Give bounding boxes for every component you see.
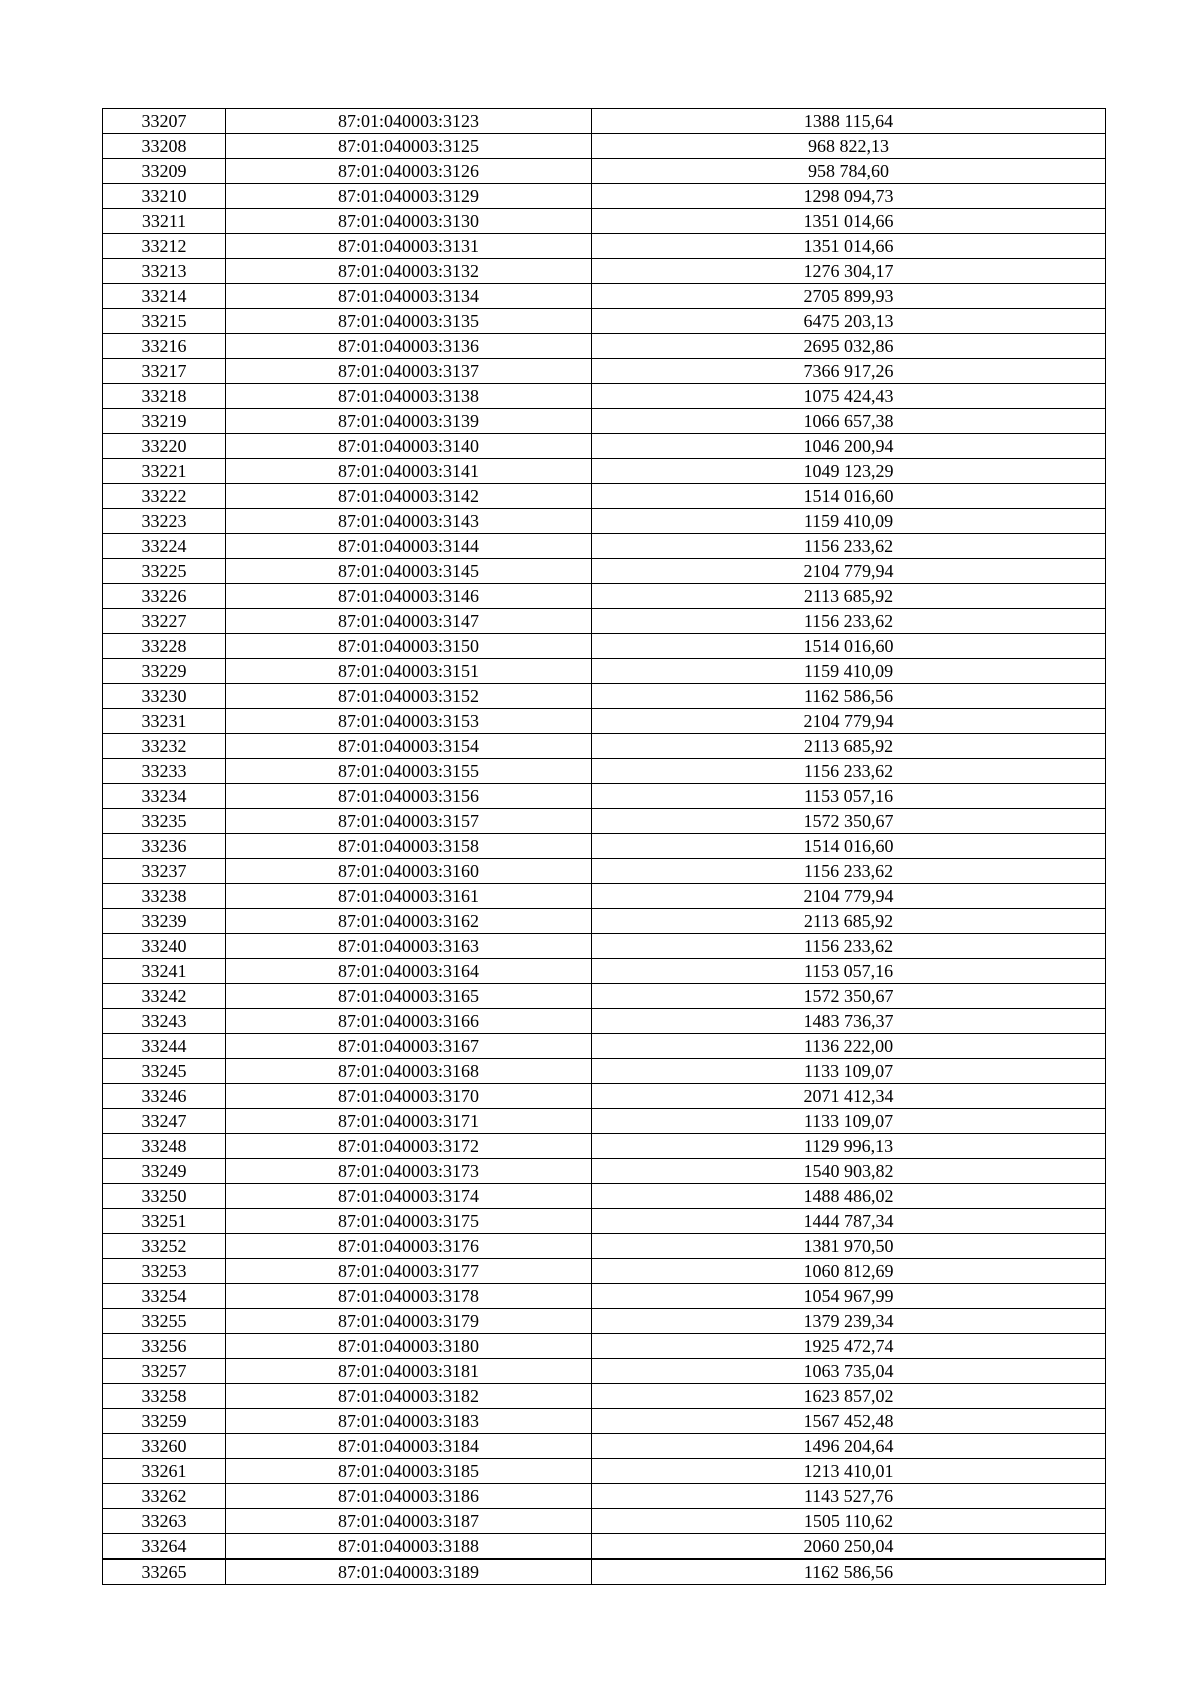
cadastral-number-cell: 87:01:040003:3168 <box>226 1059 592 1084</box>
table-row <box>103 909 1106 934</box>
cadastral-value-cell: 1156 233,62 <box>592 534 1106 559</box>
row-number-cell: 33213 <box>103 259 226 284</box>
cadastral-number-cell: 87:01:040003:3179 <box>226 1309 592 1334</box>
table-row <box>103 259 1106 284</box>
cadastral-number-cell: 87:01:040003:3185 <box>226 1459 592 1484</box>
table-row <box>103 1484 1106 1509</box>
row-number-cell: 33248 <box>103 1134 226 1159</box>
row-number-cell: 33243 <box>103 1009 226 1034</box>
cadastral-number-cell: 87:01:040003:3139 <box>226 409 592 434</box>
cadastral-value-cell: 1159 410,09 <box>592 509 1106 534</box>
table-row <box>103 484 1106 509</box>
table-row <box>103 1409 1106 1434</box>
row-number-cell: 33231 <box>103 709 226 734</box>
row-number-cell: 33207 <box>103 109 226 134</box>
cadastral-value-cell: 1153 057,16 <box>592 959 1106 984</box>
cadastral-value-cell: 1351 014,66 <box>592 209 1106 234</box>
row-number-cell: 33246 <box>103 1084 226 1109</box>
cadastral-number-cell: 87:01:040003:3134 <box>226 284 592 309</box>
row-number-cell: 33244 <box>103 1034 226 1059</box>
row-number-cell: 33247 <box>103 1109 226 1134</box>
cadastral-number-cell: 87:01:040003:3181 <box>226 1359 592 1384</box>
cadastral-value-cell: 1153 057,16 <box>592 784 1106 809</box>
cadastral-number-cell: 87:01:040003:3123 <box>226 109 592 134</box>
cadastral-number-cell: 87:01:040003:3188 <box>226 1534 592 1560</box>
table-row <box>103 1534 1106 1560</box>
table-row <box>103 859 1106 884</box>
table-row <box>103 584 1106 609</box>
cadastral-value-cell: 2060 250,04 <box>592 1534 1106 1560</box>
cadastral-number-cell: 87:01:040003:3152 <box>226 684 592 709</box>
cadastral-number-cell: 87:01:040003:3145 <box>226 559 592 584</box>
row-number-cell: 33241 <box>103 959 226 984</box>
cadastral-value-cell: 1572 350,67 <box>592 809 1106 834</box>
cadastral-number-cell: 87:01:040003:3158 <box>226 834 592 859</box>
row-number-cell: 33250 <box>103 1184 226 1209</box>
row-number-cell: 33223 <box>103 509 226 534</box>
row-number-cell: 33226 <box>103 584 226 609</box>
cadastral-value-cell: 1143 527,76 <box>592 1484 1106 1509</box>
cadastral-value-cell: 2113 685,92 <box>592 734 1106 759</box>
cadastral-value-cell: 1567 452,48 <box>592 1409 1106 1434</box>
cadastral-value-cell: 1049 123,29 <box>592 459 1106 484</box>
cadastral-number-cell: 87:01:040003:3170 <box>226 1084 592 1109</box>
cadastral-number-cell: 87:01:040003:3135 <box>226 309 592 334</box>
cadastral-number-cell: 87:01:040003:3150 <box>226 634 592 659</box>
cadastral-value-cell: 1060 812,69 <box>592 1259 1106 1284</box>
table-row <box>103 659 1106 684</box>
table-row <box>103 1359 1106 1384</box>
row-number-cell: 33261 <box>103 1459 226 1484</box>
table-row <box>103 1459 1106 1484</box>
cadastral-value-cell: 1925 472,74 <box>592 1334 1106 1359</box>
table-row <box>103 109 1106 134</box>
cadastral-value-cell: 6475 203,13 <box>592 309 1106 334</box>
table-row <box>103 1209 1106 1234</box>
cadastral-value-table <box>102 108 1106 1585</box>
cadastral-value-cell: 1483 736,37 <box>592 1009 1106 1034</box>
cadastral-value-cell: 1159 410,09 <box>592 659 1106 684</box>
cadastral-number-cell: 87:01:040003:3189 <box>226 1559 592 1585</box>
cadastral-value-cell: 2071 412,34 <box>592 1084 1106 1109</box>
table-row <box>103 384 1106 409</box>
cadastral-value-cell: 1496 204,64 <box>592 1434 1106 1459</box>
cadastral-number-cell: 87:01:040003:3175 <box>226 1209 592 1234</box>
table-row <box>103 1109 1106 1134</box>
cadastral-number-cell: 87:01:040003:3125 <box>226 134 592 159</box>
row-number-cell: 33240 <box>103 934 226 959</box>
table-row <box>103 184 1106 209</box>
row-number-cell: 33222 <box>103 484 226 509</box>
cadastral-number-cell: 87:01:040003:3137 <box>226 359 592 384</box>
row-number-cell: 33221 <box>103 459 226 484</box>
row-number-cell: 33237 <box>103 859 226 884</box>
table-row <box>103 159 1106 184</box>
cadastral-number-cell: 87:01:040003:3153 <box>226 709 592 734</box>
cadastral-number-cell: 87:01:040003:3171 <box>226 1109 592 1134</box>
row-number-cell: 33260 <box>103 1434 226 1459</box>
table-row <box>103 459 1106 484</box>
row-number-cell: 33217 <box>103 359 226 384</box>
row-number-cell: 33249 <box>103 1159 226 1184</box>
row-number-cell: 33224 <box>103 534 226 559</box>
cadastral-value-cell: 1162 586,56 <box>592 1559 1106 1585</box>
row-number-cell: 33234 <box>103 784 226 809</box>
cadastral-number-cell: 87:01:040003:3138 <box>226 384 592 409</box>
table-row <box>103 709 1106 734</box>
cadastral-value-cell: 2104 779,94 <box>592 884 1106 909</box>
row-number-cell: 33253 <box>103 1259 226 1284</box>
cadastral-value-cell: 1572 350,67 <box>592 984 1106 1009</box>
table-row <box>103 409 1106 434</box>
row-number-cell: 33232 <box>103 734 226 759</box>
row-number-cell: 33256 <box>103 1334 226 1359</box>
cadastral-number-cell: 87:01:040003:3129 <box>226 184 592 209</box>
cadastral-number-cell: 87:01:040003:3164 <box>226 959 592 984</box>
cadastral-value-cell: 968 822,13 <box>592 134 1106 159</box>
cadastral-number-cell: 87:01:040003:3177 <box>226 1259 592 1284</box>
cadastral-number-cell: 87:01:040003:3140 <box>226 434 592 459</box>
row-number-cell: 33227 <box>103 609 226 634</box>
cadastral-value-cell: 2695 032,86 <box>592 334 1106 359</box>
table-row <box>103 284 1106 309</box>
table-row <box>103 1509 1106 1534</box>
cadastral-number-cell: 87:01:040003:3142 <box>226 484 592 509</box>
cadastral-number-cell: 87:01:040003:3147 <box>226 609 592 634</box>
cadastral-number-cell: 87:01:040003:3162 <box>226 909 592 934</box>
row-number-cell: 33238 <box>103 884 226 909</box>
row-number-cell: 33208 <box>103 134 226 159</box>
table-row <box>103 1034 1106 1059</box>
row-number-cell: 33257 <box>103 1359 226 1384</box>
cadastral-value-cell: 1276 304,17 <box>592 259 1106 284</box>
cadastral-number-cell: 87:01:040003:3187 <box>226 1509 592 1534</box>
table-row <box>103 1184 1106 1209</box>
cadastral-number-cell: 87:01:040003:3131 <box>226 234 592 259</box>
table-row <box>103 234 1106 259</box>
table-row <box>103 1434 1106 1459</box>
table-row <box>103 309 1106 334</box>
table-row <box>103 959 1106 984</box>
cadastral-number-cell: 87:01:040003:3167 <box>226 1034 592 1059</box>
cadastral-number-cell: 87:01:040003:3146 <box>226 584 592 609</box>
cadastral-number-cell: 87:01:040003:3180 <box>226 1334 592 1359</box>
row-number-cell: 33218 <box>103 384 226 409</box>
cadastral-value-cell: 2705 899,93 <box>592 284 1106 309</box>
cadastral-value-cell: 1379 239,34 <box>592 1309 1106 1334</box>
cadastral-value-cell: 1514 016,60 <box>592 484 1106 509</box>
row-number-cell: 33255 <box>103 1309 226 1334</box>
cadastral-value-cell: 1540 903,82 <box>592 1159 1106 1184</box>
cadastral-number-cell: 87:01:040003:3163 <box>226 934 592 959</box>
cadastral-value-cell: 1514 016,60 <box>592 834 1106 859</box>
table-row <box>103 209 1106 234</box>
table-row <box>103 734 1106 759</box>
row-number-cell: 33239 <box>103 909 226 934</box>
cadastral-value-cell: 1063 735,04 <box>592 1359 1106 1384</box>
table-row <box>103 934 1106 959</box>
cadastral-value-cell: 1075 424,43 <box>592 384 1106 409</box>
table-row <box>103 984 1106 1009</box>
cadastral-number-cell: 87:01:040003:3172 <box>226 1134 592 1159</box>
cadastral-value-cell: 1505 110,62 <box>592 1509 1106 1534</box>
cadastral-value-cell: 1381 970,50 <box>592 1234 1106 1259</box>
row-number-cell: 33214 <box>103 284 226 309</box>
cadastral-value-cell: 2104 779,94 <box>592 559 1106 584</box>
row-number-cell: 33262 <box>103 1484 226 1509</box>
cadastral-number-cell: 87:01:040003:3136 <box>226 334 592 359</box>
table-row <box>103 609 1106 634</box>
cadastral-value-cell: 2104 779,94 <box>592 709 1106 734</box>
cadastral-number-cell: 87:01:040003:3160 <box>226 859 592 884</box>
row-number-cell: 33230 <box>103 684 226 709</box>
table-row <box>103 784 1106 809</box>
table-row <box>103 1309 1106 1334</box>
cadastral-number-cell: 87:01:040003:3157 <box>226 809 592 834</box>
cadastral-value-cell: 1623 857,02 <box>592 1384 1106 1409</box>
table-row <box>103 1559 1106 1585</box>
table-row <box>103 809 1106 834</box>
row-number-cell: 33251 <box>103 1209 226 1234</box>
row-number-cell: 33220 <box>103 434 226 459</box>
table-row <box>103 434 1106 459</box>
row-number-cell: 33263 <box>103 1509 226 1534</box>
table-row <box>103 634 1106 659</box>
table-row <box>103 1059 1106 1084</box>
cadastral-number-cell: 87:01:040003:3165 <box>226 984 592 1009</box>
cadastral-number-cell: 87:01:040003:3126 <box>226 159 592 184</box>
row-number-cell: 33245 <box>103 1059 226 1084</box>
table-row <box>103 334 1106 359</box>
table-row <box>103 534 1106 559</box>
cadastral-number-cell: 87:01:040003:3174 <box>226 1184 592 1209</box>
cadastral-value-cell: 1213 410,01 <box>592 1459 1106 1484</box>
cadastral-value-cell: 1156 233,62 <box>592 859 1106 884</box>
table-row <box>103 559 1106 584</box>
table-row <box>103 134 1106 159</box>
table-row <box>103 1259 1106 1284</box>
cadastral-value-cell: 1298 094,73 <box>592 184 1106 209</box>
table-row <box>103 1384 1106 1409</box>
cadastral-number-cell: 87:01:040003:3184 <box>226 1434 592 1459</box>
cadastral-value-cell: 1388 115,64 <box>592 109 1106 134</box>
cadastral-value-cell: 1514 016,60 <box>592 634 1106 659</box>
table-row <box>103 884 1106 909</box>
row-number-cell: 33254 <box>103 1284 226 1309</box>
cadastral-value-cell: 1156 233,62 <box>592 934 1106 959</box>
cadastral-number-cell: 87:01:040003:3176 <box>226 1234 592 1259</box>
cadastral-number-cell: 87:01:040003:3186 <box>226 1484 592 1509</box>
cadastral-value-cell: 2113 685,92 <box>592 909 1106 934</box>
cadastral-value-cell: 958 784,60 <box>592 159 1106 184</box>
cadastral-number-cell: 87:01:040003:3183 <box>226 1409 592 1434</box>
cadastral-number-cell: 87:01:040003:3155 <box>226 759 592 784</box>
row-number-cell: 33242 <box>103 984 226 1009</box>
row-number-cell: 33235 <box>103 809 226 834</box>
cadastral-value-cell: 1133 109,07 <box>592 1109 1106 1134</box>
cadastral-number-cell: 87:01:040003:3143 <box>226 509 592 534</box>
cadastral-number-cell: 87:01:040003:3144 <box>226 534 592 559</box>
cadastral-value-cell: 1046 200,94 <box>592 434 1106 459</box>
row-number-cell: 33228 <box>103 634 226 659</box>
row-number-cell: 33252 <box>103 1234 226 1259</box>
cadastral-value-cell: 1136 222,00 <box>592 1034 1106 1059</box>
cadastral-number-cell: 87:01:040003:3161 <box>226 884 592 909</box>
cadastral-number-cell: 87:01:040003:3166 <box>226 1009 592 1034</box>
table-row <box>103 1234 1106 1259</box>
cadastral-number-cell: 87:01:040003:3178 <box>226 1284 592 1309</box>
cadastral-value-cell: 1444 787,34 <box>592 1209 1106 1234</box>
table-row <box>103 1134 1106 1159</box>
table-row <box>103 359 1106 384</box>
cadastral-value-cell: 1488 486,02 <box>592 1184 1106 1209</box>
cadastral-value-cell: 1162 586,56 <box>592 684 1106 709</box>
cadastral-number-cell: 87:01:040003:3130 <box>226 209 592 234</box>
cadastral-value-cell: 1054 967,99 <box>592 1284 1106 1309</box>
row-number-cell: 33211 <box>103 209 226 234</box>
table-row <box>103 1284 1106 1309</box>
cadastral-value-cell: 1156 233,62 <box>592 759 1106 784</box>
cadastral-value-cell: 1133 109,07 <box>592 1059 1106 1084</box>
row-number-cell: 33215 <box>103 309 226 334</box>
row-number-cell: 33233 <box>103 759 226 784</box>
table-row <box>103 1009 1106 1034</box>
cadastral-number-cell: 87:01:040003:3154 <box>226 734 592 759</box>
row-number-cell: 33209 <box>103 159 226 184</box>
row-number-cell: 33236 <box>103 834 226 859</box>
table-body <box>103 109 1106 1585</box>
cadastral-number-cell: 87:01:040003:3151 <box>226 659 592 684</box>
table-row <box>103 759 1106 784</box>
row-number-cell: 33225 <box>103 559 226 584</box>
cadastral-value-cell: 7366 917,26 <box>592 359 1106 384</box>
row-number-cell: 33258 <box>103 1384 226 1409</box>
cadastral-number-cell: 87:01:040003:3156 <box>226 784 592 809</box>
row-number-cell: 33259 <box>103 1409 226 1434</box>
cadastral-number-cell: 87:01:040003:3141 <box>226 459 592 484</box>
row-number-cell: 33264 <box>103 1534 226 1560</box>
table-row <box>103 684 1106 709</box>
cadastral-value-cell: 1351 014,66 <box>592 234 1106 259</box>
cadastral-number-cell: 87:01:040003:3182 <box>226 1384 592 1409</box>
cadastral-value-cell: 1156 233,62 <box>592 609 1106 634</box>
row-number-cell: 33212 <box>103 234 226 259</box>
cadastral-value-cell: 2113 685,92 <box>592 584 1106 609</box>
cadastral-number-cell: 87:01:040003:3173 <box>226 1159 592 1184</box>
cadastral-number-cell: 87:01:040003:3132 <box>226 259 592 284</box>
table-row <box>103 1159 1106 1184</box>
row-number-cell: 33219 <box>103 409 226 434</box>
table-row <box>103 509 1106 534</box>
row-number-cell: 33216 <box>103 334 226 359</box>
cadastral-value-cell: 1129 996,13 <box>592 1134 1106 1159</box>
table-row <box>103 1084 1106 1109</box>
cadastral-value-cell: 1066 657,38 <box>592 409 1106 434</box>
row-number-cell: 33210 <box>103 184 226 209</box>
row-number-cell: 33265 <box>103 1559 226 1585</box>
table-row <box>103 1334 1106 1359</box>
row-number-cell: 33229 <box>103 659 226 684</box>
table-row <box>103 834 1106 859</box>
